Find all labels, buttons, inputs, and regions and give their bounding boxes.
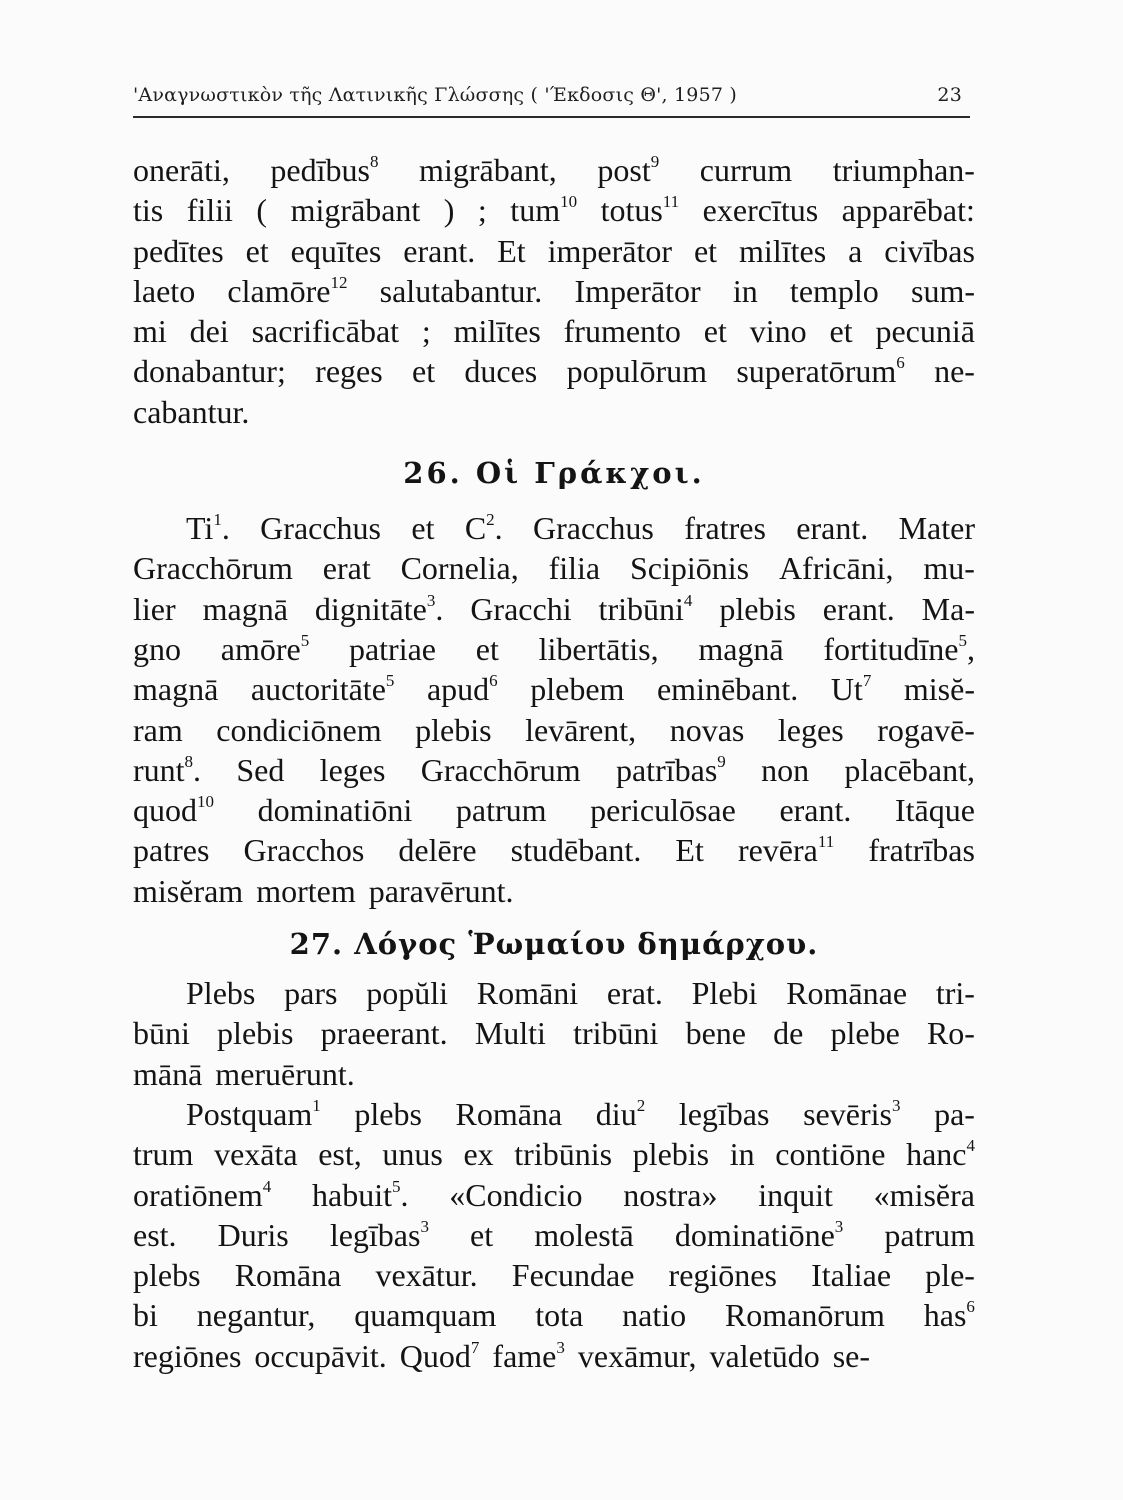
text-line [133, 1134, 975, 1174]
word: et [411, 353, 436, 390]
word: plebs [133, 1257, 201, 1294]
text-line [133, 1054, 975, 1094]
word: diu$^2$ [595, 1095, 646, 1132]
text-line [133, 830, 975, 870]
word: plebis [719, 590, 796, 627]
word: Ro- [926, 1015, 975, 1052]
word: delēre [398, 832, 477, 869]
word: Ut$^7$ [830, 671, 872, 708]
word: migrābant, [419, 152, 557, 188]
word: laeto [133, 272, 196, 309]
word: pecuniā [875, 313, 975, 350]
word: in [732, 272, 758, 309]
word: patrības$^9$ [615, 751, 726, 788]
text-line [133, 790, 975, 830]
word: trum [133, 1136, 194, 1173]
word: magnā [698, 630, 784, 667]
text-line [133, 150, 975, 190]
word: filii [186, 192, 233, 229]
word: est. [133, 1216, 177, 1253]
word: currum [699, 152, 793, 188]
word: praeerant. [320, 1015, 448, 1052]
text-line [133, 1336, 975, 1376]
word: Gracchos [243, 832, 365, 869]
word: Plebi [691, 975, 758, 1012]
word: habuit$^5$. [311, 1176, 409, 1213]
word: plebis [632, 1136, 710, 1173]
word: ( [256, 192, 268, 229]
word: erat. [606, 975, 663, 1012]
word: et [475, 630, 499, 667]
word: «misĕra [873, 1176, 975, 1213]
word: de [773, 1015, 804, 1052]
word: donabantur; [133, 353, 286, 390]
word: tribūnis [514, 1136, 613, 1173]
word: ) [443, 192, 455, 229]
word: revēra$^{11}$ [737, 832, 835, 869]
word: et [829, 313, 853, 350]
word: Sed [236, 751, 285, 788]
word: ple- [925, 1257, 975, 1294]
word: mi [133, 313, 167, 350]
word: dei [189, 313, 229, 350]
word: tum$^{10}$ [510, 192, 578, 229]
word: totus$^{11}$ [600, 192, 680, 229]
word: migrābant [290, 192, 421, 229]
word: contiōne [775, 1136, 886, 1173]
word: milītes [739, 232, 827, 269]
text-line [133, 351, 975, 391]
word: et [245, 232, 269, 269]
word: quod$^{10}$ [133, 792, 214, 829]
word: mortem [256, 872, 356, 909]
word: fratrības [868, 832, 975, 869]
word: molestā [534, 1216, 634, 1253]
word: negantur, [196, 1297, 316, 1334]
word: Plebs [186, 975, 256, 1012]
word: onerāti, [133, 152, 230, 188]
word: Italiae [811, 1257, 892, 1294]
word: Fecundae [511, 1257, 635, 1294]
body-text [133, 150, 975, 1376]
word: placēbant, [844, 751, 975, 788]
word: vino [749, 313, 807, 350]
word: bi [133, 1297, 158, 1334]
word: Cornelia, [400, 550, 519, 587]
word: patriae [348, 630, 436, 667]
word: superatōrum$^6$ [736, 353, 905, 390]
heading-26: 26. Οἱ Γράκχοι. [403, 456, 705, 491]
word: tribūni$^4$ [598, 590, 693, 627]
word: frumento [563, 313, 681, 350]
text-line [133, 589, 975, 629]
word: pa- [934, 1095, 975, 1132]
word: exercītus [702, 192, 819, 229]
word: cabantur. [133, 393, 250, 430]
text-line [133, 1013, 975, 1053]
word: levārent, [525, 711, 637, 748]
word: paravērunt. [368, 872, 514, 909]
word: leges [319, 751, 386, 788]
word: Gracchus [260, 510, 381, 547]
word: misĕram [133, 872, 244, 909]
word: legības$^3$ [329, 1216, 429, 1253]
word: auctoritāte$^5$ [250, 671, 395, 708]
word: mu- [923, 550, 975, 587]
word: filia [548, 550, 601, 587]
word: apud$^6$ [426, 671, 498, 708]
word: Romāna [455, 1095, 563, 1132]
word: lier [133, 590, 176, 627]
text-line [133, 1295, 975, 1335]
word: eminēbant. [656, 671, 799, 708]
word: libertātis, [538, 630, 659, 667]
word: Gracchus [533, 510, 654, 547]
word: ; [421, 313, 431, 350]
word: būni [133, 1015, 190, 1052]
word: dominatiōni [257, 792, 413, 829]
paragraph-2 [133, 508, 975, 911]
word: erant. [822, 590, 895, 627]
word: unus [382, 1136, 443, 1173]
word: patres [133, 832, 210, 869]
paragraph-1 [133, 150, 975, 432]
word: fratres [684, 510, 766, 547]
page-number: 23 [937, 84, 962, 106]
word: pedītes [133, 232, 224, 269]
text-line [133, 548, 975, 588]
word: patrum [455, 792, 547, 829]
word: equītes [290, 232, 382, 269]
word: fortitudīne$^5$, [823, 630, 975, 667]
word: Mater [898, 510, 975, 547]
text-line [133, 190, 975, 230]
word: nostra» [623, 1176, 718, 1213]
word: et [703, 313, 727, 350]
header-rule [133, 116, 970, 118]
word: «Condicio [449, 1176, 583, 1213]
text-line [133, 271, 975, 311]
word: vexāta [214, 1136, 298, 1173]
word: Postquam$^1$ [186, 1095, 321, 1132]
word: Romāna [234, 1257, 342, 1294]
word: Imperātor [574, 272, 701, 309]
word: gno [133, 630, 181, 667]
word: in [729, 1136, 755, 1173]
text-line [133, 871, 975, 911]
text-line [133, 1175, 975, 1215]
word: Africāni, [778, 550, 894, 587]
word: pars [284, 975, 338, 1012]
word: Duris [217, 1216, 289, 1253]
word: studēbant. [510, 832, 642, 869]
word: clamōre$^{12}$ [227, 272, 348, 309]
word: runt$^8$. [133, 751, 202, 788]
word: dignitāte$^3$. [314, 590, 444, 627]
word: ne- [934, 353, 975, 390]
word: erant. [796, 510, 869, 547]
word: erat [322, 550, 371, 587]
word: Gracchōrum [420, 751, 581, 788]
word: mānā [133, 1055, 203, 1092]
word: Scipiōnis [629, 550, 750, 587]
word: a [848, 232, 863, 269]
word: Multi [474, 1015, 546, 1052]
word: Et [675, 832, 704, 869]
word: occupāvit. [254, 1337, 387, 1374]
word: ex [463, 1136, 494, 1173]
word: $C^2$. [464, 510, 503, 547]
word: inquit [758, 1176, 833, 1213]
word: periculōsae [590, 792, 736, 829]
text-line [133, 710, 975, 750]
word: ; [477, 192, 487, 229]
word: tota [535, 1297, 584, 1334]
word: vexāmur, [577, 1337, 697, 1374]
word: apparēbat: [841, 192, 975, 229]
word: sevēris$^3$ [803, 1095, 901, 1132]
word: post$^9$ [597, 152, 660, 188]
word: amōre$^5$ [220, 630, 310, 667]
word: hanc$^4$ [906, 1136, 975, 1173]
word: erant. [779, 792, 852, 829]
word: non [761, 751, 810, 788]
word: magnā [202, 590, 288, 627]
text-line [133, 231, 975, 271]
word: tri- [935, 975, 975, 1012]
word: Romanōrum [724, 1297, 885, 1334]
word: ram [133, 711, 183, 748]
word: plebis [217, 1015, 294, 1052]
word: est, [318, 1136, 362, 1173]
word: triumphan- [832, 152, 975, 188]
word: Romānae [786, 975, 908, 1012]
word: has$^6$ [923, 1297, 975, 1334]
word: plebe [830, 1015, 900, 1052]
word: se- [832, 1337, 871, 1374]
word: pedībus$^8$ [270, 152, 379, 188]
word: popŭli [366, 975, 448, 1012]
word: et [693, 232, 718, 269]
word: templo [789, 272, 879, 309]
word: regiōnes [133, 1337, 242, 1374]
word: regiōnes [668, 1257, 777, 1294]
heading-27: 27. Λόγος Ῥωμαίου δημάρχου. [289, 927, 819, 962]
word: leges [777, 711, 844, 748]
word: fame$^3$ [492, 1337, 565, 1374]
word: legības [678, 1095, 770, 1132]
word: novas [669, 711, 745, 748]
word: populōrum [566, 353, 707, 390]
word: civības [884, 232, 975, 269]
text-line [133, 1094, 975, 1134]
text-line [133, 311, 975, 351]
word: Ti$^1$. [186, 510, 230, 547]
word: tribūni [573, 1015, 659, 1052]
word: et [411, 510, 435, 547]
word: Gracchōrum [133, 550, 293, 587]
running-head-title: 'Αναγνωστικὸν τῆς Λατινικῆς Γλώσσης ( 'Έκδοσις Θ', 1957 ) [133, 84, 738, 106]
word: magnā [133, 671, 219, 708]
paragraph-4 [133, 1094, 975, 1376]
word: dominatiōne$^3$ [674, 1216, 844, 1253]
text-line [133, 669, 975, 709]
text-line [133, 392, 975, 432]
text-line [133, 1255, 975, 1295]
word: tis [133, 192, 164, 229]
text-line [133, 508, 975, 548]
word: Gracchi [470, 590, 572, 627]
word: patrum [884, 1216, 975, 1253]
word: Et [497, 232, 526, 269]
text-line [133, 973, 975, 1013]
word: condiciōnem [216, 711, 382, 748]
paragraph-3 [133, 973, 975, 1094]
word: plebs [354, 1095, 422, 1132]
word: quamquam [354, 1297, 497, 1334]
word: salutabantur. [379, 272, 543, 309]
text-line [133, 750, 975, 790]
word: plebis [415, 711, 492, 748]
word: rogavē- [877, 711, 975, 748]
word: duces [464, 353, 538, 390]
word: oratiōnem$^4$ [133, 1176, 272, 1213]
word: Romāni [476, 975, 579, 1012]
word: misĕ- [903, 671, 975, 708]
word: meruērunt. [215, 1055, 355, 1092]
word: sacrificābat [251, 313, 400, 350]
running-head [133, 84, 970, 106]
word: natio [622, 1297, 687, 1334]
word: reges [315, 353, 383, 390]
word: Quod$^7$ [399, 1337, 480, 1374]
word: Ma- [921, 590, 975, 627]
word: valetūdo [709, 1337, 820, 1374]
word: sum- [911, 272, 975, 309]
word: milītes [453, 313, 541, 350]
word: bene [685, 1015, 746, 1052]
word: erant. [403, 232, 476, 269]
word: imperātor [547, 232, 672, 269]
text-line [133, 629, 975, 669]
word: Itāque [895, 792, 975, 829]
word: et [470, 1216, 494, 1253]
word: vexātur. [375, 1257, 478, 1294]
text-line [133, 1215, 975, 1255]
word: plebem [530, 671, 625, 708]
